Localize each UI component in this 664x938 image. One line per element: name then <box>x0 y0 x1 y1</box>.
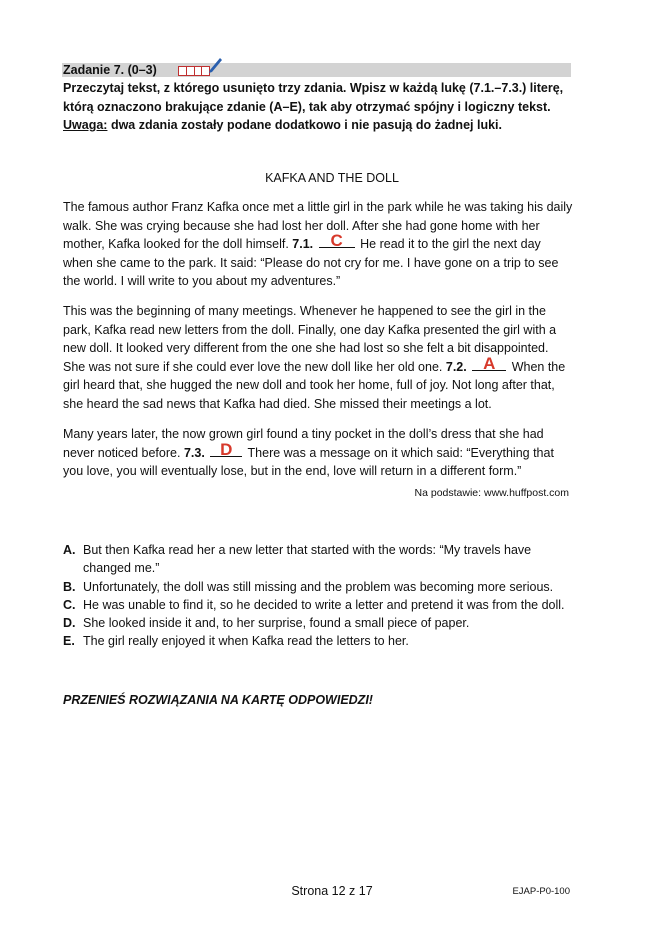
option-d <box>63 614 573 632</box>
paragraph-1-after: He read it to the girl the next day when she came to the park. It said: “Please do not cry for me. I have gone on a trip to see the world. I will write to you about my adventures.” <box>63 237 559 289</box>
note-text: dwa zdania zostały podane dodatkowo i nie pasują do żadnej luki. <box>110 118 502 132</box>
paragraph-2 <box>63 302 573 414</box>
paragraph-3-before: Many years later, the now grown girl found a tiny pocket in the doll’s dress that she had never noticed before. <box>63 427 544 460</box>
instruction-text: Przeczytaj tekst, z którego usunięto trzy zdania. Wpisz w każdą lukę (7.1.–7.3.) literę, którą oznaczono brakujące zdanie (A–E), tak aby otrzymać spójny i logiczny tekst. <box>63 81 564 114</box>
pen-icon <box>207 57 223 75</box>
option-text: The girl really enjoyed it when Kafka read the letters to her. <box>83 634 409 649</box>
option-text: Unfortunately, the doll was still missing and the problem was becoming more serious. <box>83 579 554 594</box>
option-letter: A. <box>63 543 76 557</box>
option-text: She looked inside it and, to her surprise, found a small piece of paper. <box>83 616 470 631</box>
paragraph-1 <box>63 198 573 291</box>
paragraph-2-before: This was the beginning of many meetings. Whenever he happened to see the girl in the park, Kafka read new letters from the doll. Finally, one day Kafka presented the girl with a new doll. It looked very different from the one she had lost so she felt a bit disappointed. She was not sure if she could ever love the new doll like her old one. <box>63 304 557 374</box>
option-letter: B. <box>63 579 76 594</box>
option-c <box>63 596 573 614</box>
note-label: Uwaga: <box>63 118 108 132</box>
score-box-icon <box>178 66 210 76</box>
page-number: Strona 12 z 17 <box>291 884 373 898</box>
option-b <box>63 578 573 596</box>
option-letter: E. <box>63 634 75 649</box>
source-note: Na podstawie: www.huffpost.com <box>414 487 569 499</box>
option-text: But then Kafka read her a new letter that started with the words: “My travels have changed me.” <box>83 543 532 576</box>
paragraph-3-after: There was a message on it which said: “Everything that you love, you will eventually lose, but in the end, love will return in a different form.” <box>63 445 554 479</box>
option-text: He was unable to find it, so he decided to write a letter and pretend it was from the doll. <box>83 597 565 612</box>
exam-code: EJAP-P0-100 <box>512 886 570 897</box>
paragraph-3 <box>63 425 573 481</box>
gap-7-1[interactable] <box>319 231 355 251</box>
answer-7-1: C <box>330 231 343 251</box>
gap-label-7-1: 7.1. <box>292 237 314 252</box>
task-instruction <box>63 79 583 135</box>
text-title: KAFKA AND THE DOLL <box>265 171 399 185</box>
answer-7-2: A <box>483 353 496 373</box>
option-a <box>63 541 573 578</box>
task-title: Zadanie 7. (0–3) <box>63 63 157 77</box>
transfer-note: PRZENIEŚ ROZWIĄZANIA NA KARTĘ ODPOWIEDZI! <box>63 693 373 707</box>
gap-label-7-2: 7.2. <box>445 359 467 374</box>
option-e <box>63 632 573 650</box>
gap-7-3[interactable] <box>210 439 242 459</box>
option-letter: C. <box>63 597 76 612</box>
gap-7-2[interactable] <box>472 353 506 373</box>
instruction-note <box>63 116 583 135</box>
option-letter: D. <box>63 616 76 631</box>
answer-7-3: D <box>220 439 233 459</box>
options-list <box>63 541 573 651</box>
gap-label-7-3: 7.3. <box>183 445 205 460</box>
paragraph-1-before: The famous author Franz Kafka once met a little girl in the park while he was taking his daily walk. She was crying because she had lost her doll. After she had gone home with her mother, Kafka looked for the doll himself. <box>63 200 573 252</box>
paragraph-2-after: When the girl heard that, she hugged the new doll and took her home, full of joy. Not long after that, she heard the sad news that Kafka had died. She missed their meetings a lot. <box>63 359 566 411</box>
